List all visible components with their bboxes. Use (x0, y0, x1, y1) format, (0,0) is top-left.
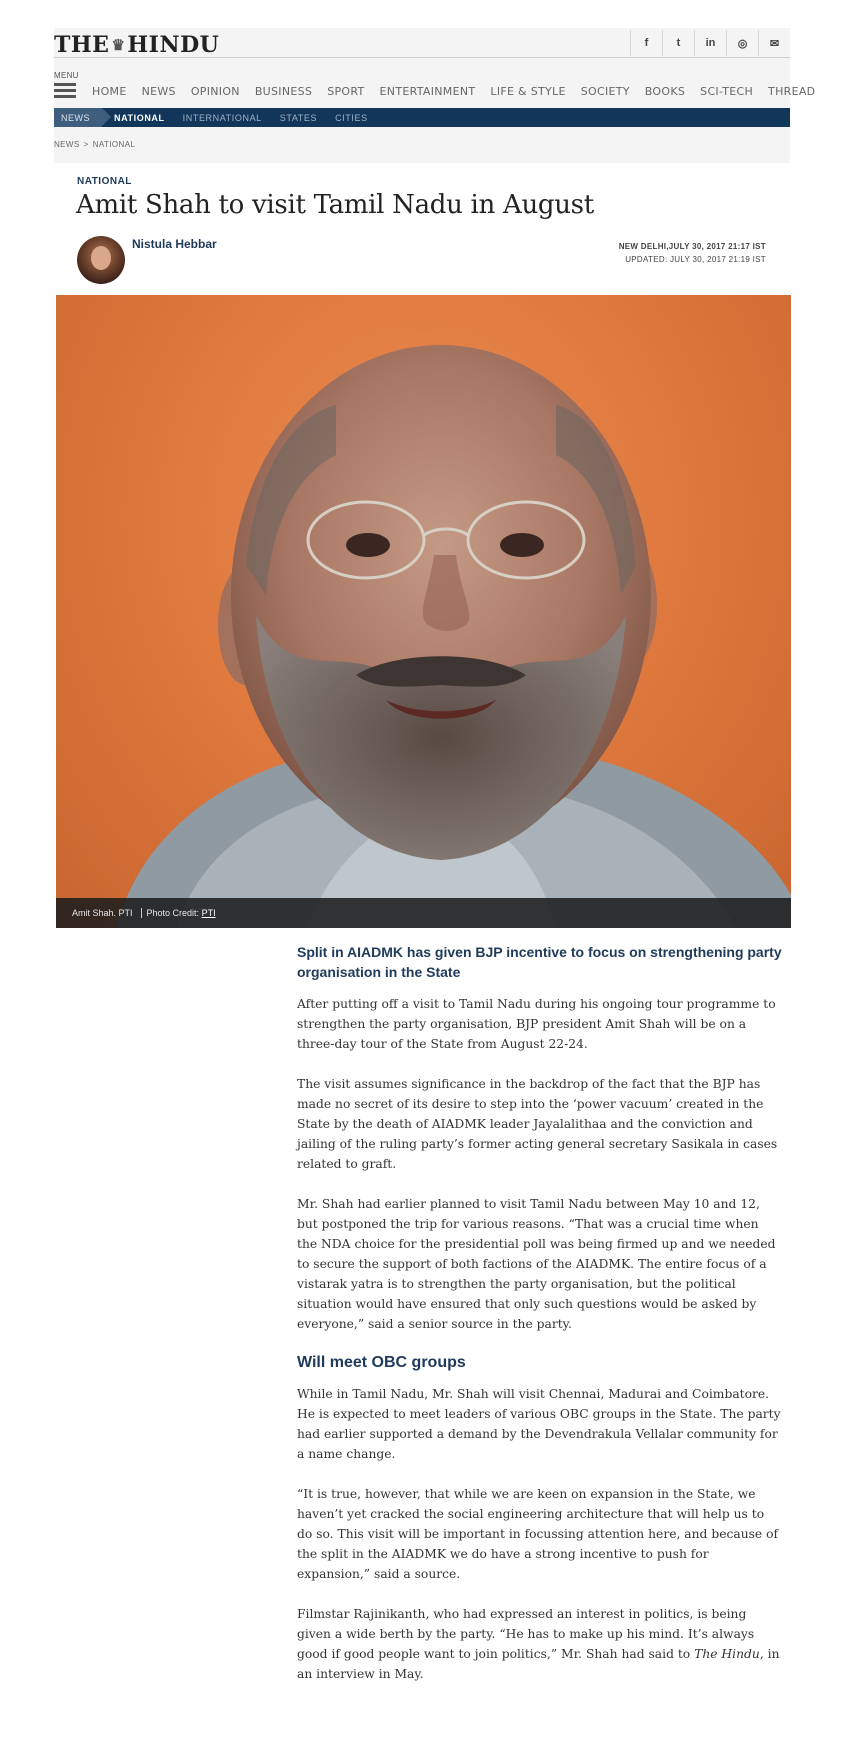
social-links (630, 30, 790, 56)
paragraph-6 (297, 1604, 782, 1684)
photo-credit-link[interactable]: PTI (201, 908, 216, 918)
paragraph-1: After putting off a visit to Tamil Nadu during his ongoing tour programme to strengthen the party organisation, BJP president Amit Shah will be on a three-day tour of the State from August 22-24. (297, 997, 776, 1051)
paragraph-6-end: , in an interview in May. (297, 1647, 780, 1681)
breadcrumb (54, 140, 135, 149)
article-subhead: Will meet OBC groups (297, 1354, 466, 1371)
nav-item-entertainment[interactable]: ENTERTAINMENT (379, 85, 476, 98)
nav-item-home[interactable]: HOME (92, 85, 127, 98)
credit-label: Photo Credit: (141, 908, 200, 918)
caption-text: Amit Shah. PTI (72, 908, 133, 918)
emblem-icon: ♛ (111, 36, 126, 54)
site-logo[interactable] (54, 32, 219, 58)
paragraph-3: Mr. Shah had earlier planned to visit Tamil Nadu between May 10 and 12, but postponed the trip for various reasons. “That was a crucial time when the NDA choice for the presidential poll was being firmed up and we needed to secure the support of both factions of the AIADMK. The entire focus of a vistarak yatra is to strengthen the party organisation, but the political situation would have ensured that only such questions would be asked by everyone,” said a senior source in the party. (297, 1197, 776, 1331)
instagram-icon[interactable]: ◎ (726, 30, 758, 56)
section-subnav (54, 108, 790, 127)
breadcrumb-national[interactable]: NATIONAL (92, 140, 136, 149)
published-date: NEW DELHI,JULY 30, 2017 21:17 IST (618, 242, 766, 251)
nav-item-books[interactable]: BOOKS (644, 85, 686, 98)
breadcrumb-news[interactable]: NEWS (54, 140, 80, 149)
portrait-illustration (56, 295, 791, 928)
paragraph-5: “It is true, however, that while we are keen on expansion in the State, we haven’t yet cracked the social engineering architecture that will help us to do so. This visit will be important in focussing attention here, and because of the split in the AIADMK we do have a strong incentive to push for expansion,” said a source. (297, 1487, 779, 1581)
linkedin-icon[interactable]: in (694, 30, 726, 56)
photo-caption (72, 908, 216, 918)
nav-item-news[interactable]: NEWS (141, 85, 176, 98)
nav-item-society[interactable]: SOCIETY (580, 85, 630, 98)
nav-item-business[interactable]: BUSINESS (254, 85, 313, 98)
facebook-icon[interactable]: f (630, 30, 662, 56)
subnav-item-states[interactable]: STATES (279, 113, 318, 123)
menu-label: MENU (54, 71, 79, 80)
article-body (297, 942, 782, 1704)
publication-name: The Hindu (694, 1647, 760, 1661)
twitter-icon[interactable]: t (662, 30, 694, 56)
subnav-item-national[interactable]: NATIONAL (114, 113, 165, 123)
nav-item-sport[interactable]: SPORT (327, 85, 365, 98)
subnav-news-tab[interactable]: NEWS (54, 108, 102, 127)
nav-item-sci-tech[interactable]: SCI-TECH (700, 85, 754, 98)
hamburger-icon (54, 83, 76, 98)
main-nav (92, 85, 830, 98)
article-title: Amit Shah to visit Tamil Nadu in August (76, 190, 594, 220)
nav-item-thread[interactable]: THREAD (768, 85, 816, 98)
paragraph-4: While in Tamil Nadu, Mr. Shah will visit Chennai, Madurai and Coimbatore. He is expected to meet leaders of various OBC groups in the State. The party had earlier supported a demand by the Devendrakula Vellalar community for a name change. (297, 1387, 781, 1461)
subnav-item-cities[interactable]: CITIES (335, 113, 368, 123)
lead-photo (56, 295, 791, 928)
photo-caption-bar (56, 898, 791, 928)
nav-item-life-style[interactable]: LIFE & STYLE (490, 85, 566, 98)
logo-text-left: THE (54, 32, 110, 58)
author-name[interactable]: Nistula Hebbar (132, 237, 217, 251)
logo-text-right: HINDU (127, 32, 220, 58)
author-avatar[interactable] (77, 236, 125, 284)
masthead (54, 28, 790, 58)
subnav-item-international[interactable]: INTERNATIONAL (182, 113, 262, 123)
menu-button[interactable] (54, 71, 84, 101)
paragraph-2: The visit assumes significance in the backdrop of the fact that the BJP has made no secret of its desire to step into the ‘power vacuum’ created in the State by the death of AIADMK leader Jayalalithaa and the conviction and jailing of the ruling party’s former acting general secretary Sasikala in cases related to graft. (297, 1077, 778, 1171)
breadcrumb-separator: > (83, 140, 89, 149)
site-header (54, 28, 816, 163)
paragraph-6-start: Filmstar Rajinikanth, who had expressed an interest in politics, is being given a wide berth by the party. “He has to make up his mind. It’s always good if good people want to join politics,” Mr. Shah had said to (297, 1607, 755, 1661)
article-dateline (619, 240, 766, 266)
nav-item-opinion[interactable]: OPINION (190, 85, 240, 98)
email-icon[interactable]: ✉ (758, 30, 790, 56)
article-section-label[interactable]: NATIONAL (77, 176, 132, 187)
updated-date: UPDATED: JULY 30, 2017 21:19 IST (625, 255, 766, 264)
article-standfirst: Split in AIADMK has given BJP incentive to focus on strengthening party organisation in the State (297, 944, 782, 980)
